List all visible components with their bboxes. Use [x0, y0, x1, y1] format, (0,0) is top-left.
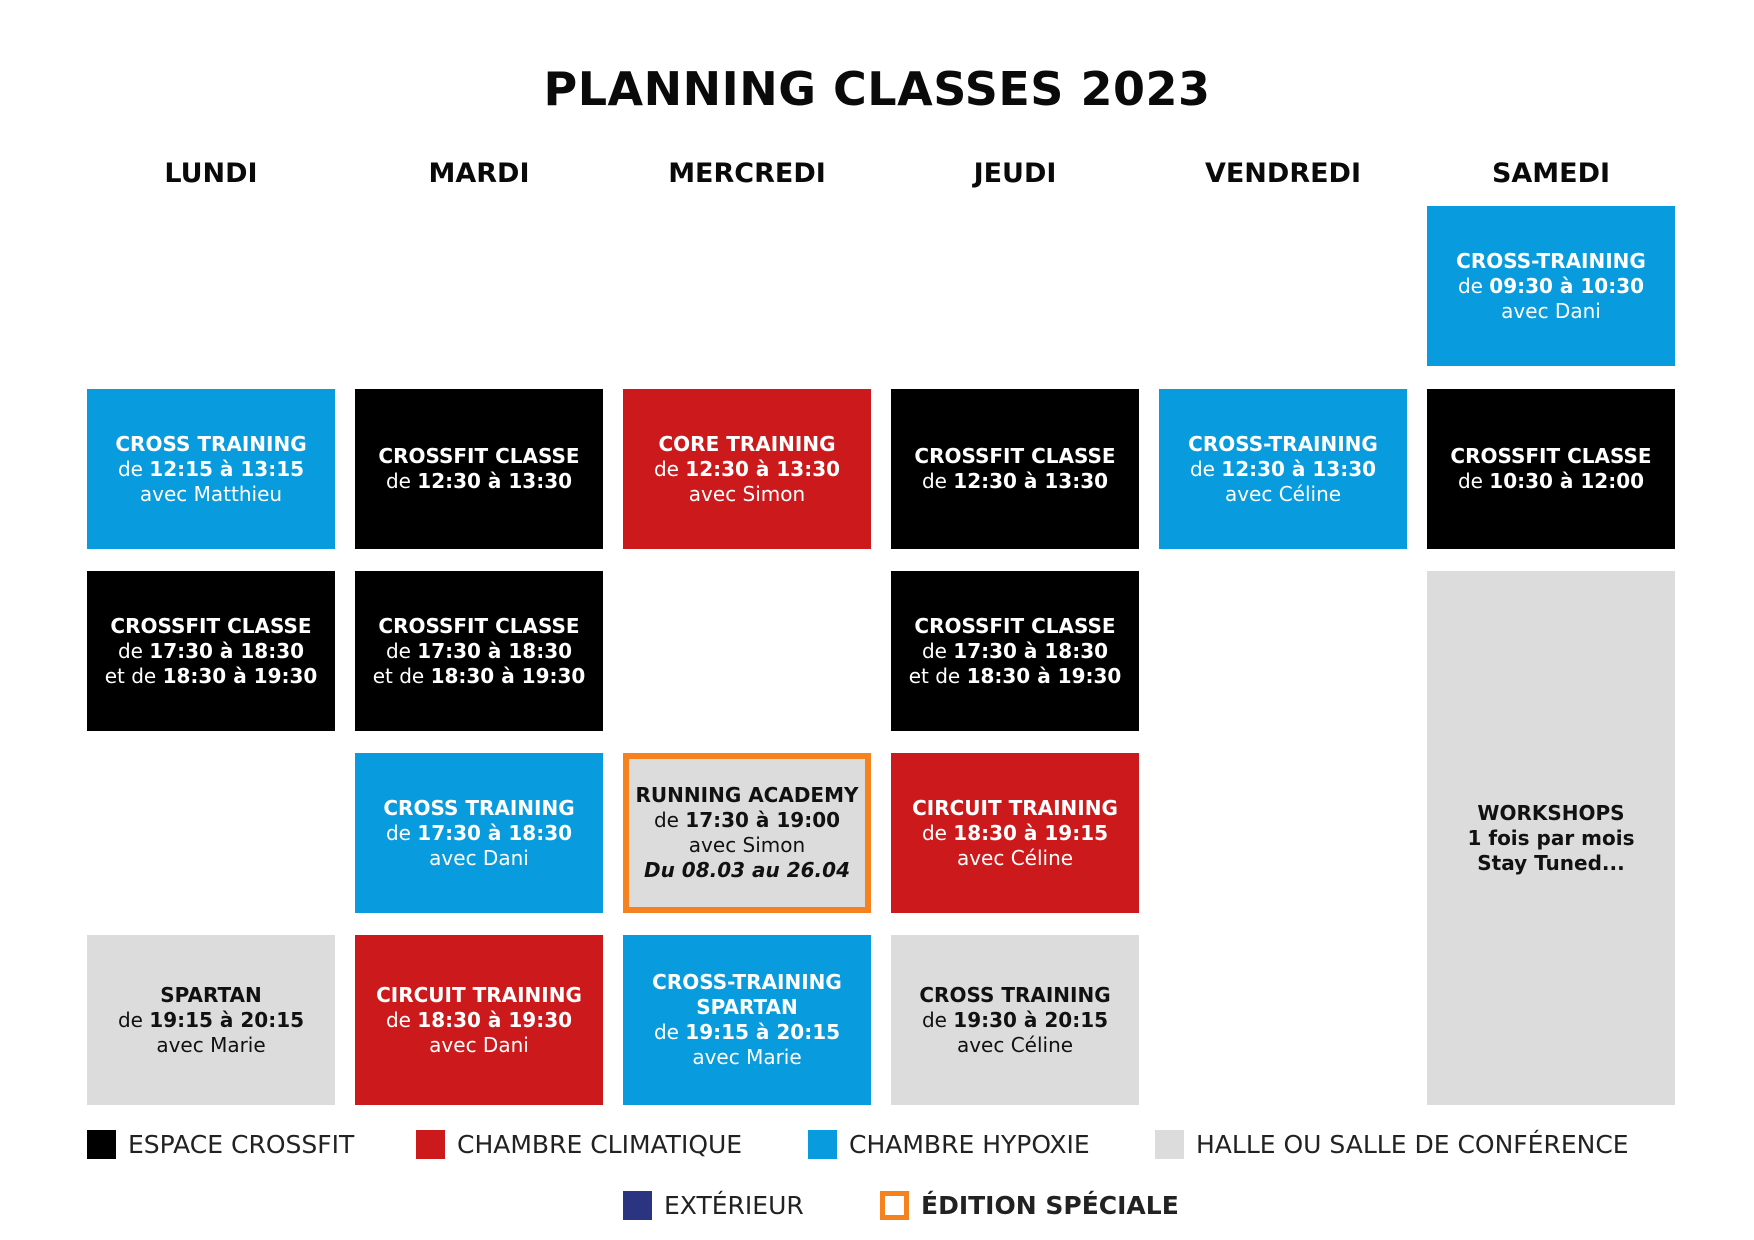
class-block-lun-spartan[interactable] [87, 935, 335, 1105]
legend-item-exterieur [623, 1191, 804, 1220]
legend-label: CHAMBRE CLIMATIQUE [457, 1130, 743, 1159]
class-time: de 19:30 à 20:15 [921, 1007, 1109, 1032]
class-frequency: 1 fois par mois [1467, 825, 1635, 850]
class-block-mar-crossfit-evening[interactable] [355, 571, 603, 731]
class-name: CROSS TRAINING [115, 431, 307, 456]
class-note: Stay Tuned... [1477, 850, 1625, 875]
class-block-mer-cross-training-spartan[interactable] [623, 935, 871, 1105]
class-time: de 12:30 à 13:30 [385, 469, 573, 493]
day-header-samedi: SAMEDI [1491, 158, 1611, 189]
legend-label: ESPACE CROSSFIT [128, 1130, 355, 1159]
class-time: de 17:30 à 19:00 [653, 808, 841, 832]
class-block-sam-workshops[interactable] [1427, 571, 1675, 1105]
legend-item-crossfit [87, 1130, 354, 1159]
class-block-sam-crossfit[interactable] [1427, 389, 1675, 549]
class-block-mer-core-training[interactable] [623, 389, 871, 549]
day-header-mercredi: MERCREDI [668, 158, 826, 189]
legend-item-halle [1155, 1130, 1629, 1159]
legend-item-hypoxie [808, 1130, 1090, 1159]
class-coach: avec Dani [429, 1032, 529, 1057]
class-time: de 09:30 à 10:30 [1457, 273, 1645, 298]
class-name: RUNNING ACADEMY [635, 783, 859, 807]
class-block-jeu-crossfit-evening[interactable] [891, 571, 1139, 731]
class-coach: avec Marie [156, 1032, 266, 1057]
class-coach: avec Simon [688, 481, 806, 506]
class-time: de 12:30 à 13:30 [921, 469, 1109, 493]
class-name: CROSS-TRAINING [652, 970, 842, 994]
class-block-lun-cross-training[interactable] [87, 389, 335, 549]
class-name: CROSSFIT CLASSE [110, 613, 312, 638]
class-block-jeu-cross-training[interactable] [891, 935, 1139, 1105]
class-block-lun-crossfit-evening[interactable] [87, 571, 335, 731]
page-title: PLANNING CLASSES 2023 [543, 62, 1211, 116]
class-time: de 18:30 à 19:30 [385, 1007, 573, 1032]
class-name: CROSSFIT CLASSE [378, 613, 580, 638]
class-name: CROSS-TRAINING [1456, 248, 1646, 273]
class-time-second: et de 18:30 à 19:30 [908, 663, 1122, 688]
day-header-mardi: MARDI [428, 158, 530, 189]
class-time-second: et de 18:30 à 19:30 [104, 663, 318, 688]
class-block-jeu-circuit-training[interactable] [891, 753, 1139, 913]
class-time: de 10:30 à 12:00 [1457, 469, 1645, 493]
class-time-second: et de 18:30 à 19:30 [372, 663, 586, 688]
legend-swatch-navy [623, 1191, 652, 1220]
legend-item-special [880, 1191, 1179, 1220]
class-coach: avec Marie [692, 1045, 802, 1069]
class-name: CROSS TRAINING [383, 795, 575, 820]
class-block-ven-cross-training[interactable] [1159, 389, 1407, 549]
class-name: CROSS TRAINING [919, 982, 1111, 1007]
class-name: CROSSFIT CLASSE [378, 444, 580, 468]
class-time: de 19:15 à 20:15 [653, 1020, 841, 1044]
class-block-mar-crossfit-midday[interactable] [355, 389, 603, 549]
class-name: CIRCUIT TRAINING [376, 982, 582, 1007]
class-name: CIRCUIT TRAINING [912, 795, 1118, 820]
day-header-jeudi: JEUDI [973, 158, 1057, 189]
day-header-lundi: LUNDI [164, 158, 258, 189]
class-block-mar-cross-training[interactable] [355, 753, 603, 913]
class-name: CROSSFIT CLASSE [914, 444, 1116, 468]
class-coach: avec Céline [1224, 481, 1342, 506]
class-name: WORKSHOPS [1477, 800, 1625, 825]
class-time: de 12:30 à 13:30 [1189, 456, 1377, 481]
legend-swatch-orange-outline [880, 1191, 909, 1220]
class-name-second: SPARTAN [696, 995, 798, 1019]
class-coach: avec Dani [1501, 298, 1601, 323]
legend-swatch-black [87, 1130, 116, 1159]
class-coach: avec Dani [429, 845, 529, 870]
class-period: Du 08.03 au 26.04 [644, 858, 850, 882]
class-block-mer-running-academy[interactable] [623, 753, 871, 913]
class-time: de 12:30 à 13:30 [653, 456, 841, 481]
class-name: SPARTAN [160, 982, 262, 1007]
legend-swatch-red [416, 1130, 445, 1159]
class-coach: avec Céline [956, 845, 1074, 870]
class-time: de 19:15 à 20:15 [117, 1007, 305, 1032]
class-time: de 12:15 à 13:15 [117, 456, 305, 481]
class-name: CROSSFIT CLASSE [914, 613, 1116, 638]
legend-label: HALLE OU SALLE DE CONFÉRENCE [1196, 1130, 1629, 1159]
class-time: de 17:30 à 18:30 [921, 638, 1109, 663]
day-header-vendredi: VENDREDI [1204, 158, 1362, 189]
class-coach: avec Matthieu [139, 481, 283, 506]
class-block-mar-circuit-training[interactable] [355, 935, 603, 1105]
class-time: de 18:30 à 19:15 [921, 820, 1109, 845]
class-coach: avec Simon [688, 833, 806, 857]
class-coach: avec Céline [956, 1032, 1074, 1057]
legend-swatch-blue [808, 1130, 837, 1159]
legend-swatch-grey [1155, 1130, 1184, 1159]
legend-label: CHAMBRE HYPOXIE [849, 1130, 1090, 1159]
class-block-jeu-crossfit-midday[interactable] [891, 389, 1139, 549]
class-time: de 17:30 à 18:30 [385, 820, 573, 845]
legend-label: ÉDITION SPÉCIALE [921, 1191, 1179, 1220]
legend-label: EXTÉRIEUR [664, 1191, 804, 1220]
class-block-sam-cross-training[interactable] [1427, 206, 1675, 366]
class-name: CORE TRAINING [658, 431, 836, 456]
class-name: CROSS-TRAINING [1188, 431, 1378, 456]
class-time: de 17:30 à 18:30 [117, 638, 305, 663]
class-name: CROSSFIT CLASSE [1450, 444, 1652, 468]
legend-item-climatique [416, 1130, 742, 1159]
class-time: de 17:30 à 18:30 [385, 638, 573, 663]
